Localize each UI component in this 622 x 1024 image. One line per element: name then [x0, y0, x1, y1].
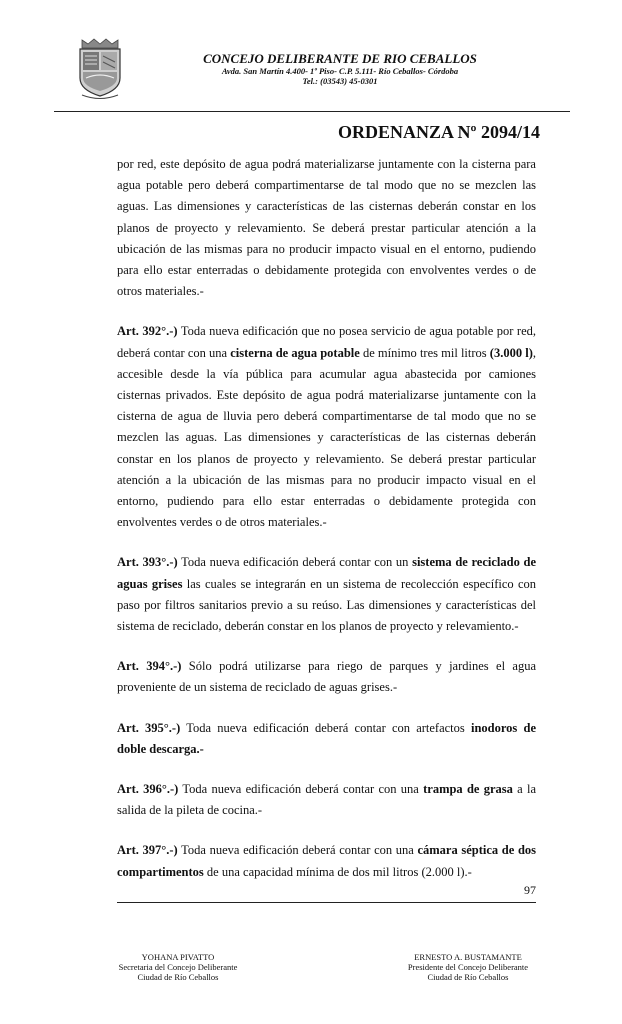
article-label: Art. 395°.-) [117, 720, 181, 735]
article-397 [117, 840, 536, 882]
article-396 [117, 779, 536, 821]
organization-name: CONCEJO DELIBERANTE DE RIO CEBALLOS [203, 51, 477, 66]
article-text: Toda nueva edificación deberá contar con una [177, 843, 418, 858]
article-394 [117, 656, 536, 698]
municipal-crest-logo [74, 34, 126, 104]
article-emphasis: cisterna de agua potable [230, 345, 360, 360]
article-emphasis: inodoros de doble descarga.- [117, 720, 536, 756]
document-title: ORDENANZA Nº 2094/14 [338, 122, 540, 142]
letterhead [140, 52, 540, 86]
signature-block-secretary [78, 952, 278, 982]
document-body [117, 154, 536, 902]
article-text: Toda nueva edificación deberá contar con una [178, 782, 424, 797]
article-395 [117, 718, 536, 760]
article-text: a la salida de la pileta de cocina.- [117, 782, 537, 818]
article-392 [117, 321, 536, 533]
article-text: de una capacidad mínima de dos mil litros (2.000 l).- [203, 864, 472, 879]
signature-block-president [368, 952, 568, 982]
paragraph-continuation: por red, este depósito de agua podrá materializarse juntamente con la cisterna para agua potable pero deberá compartimentarse de tal modo que no se mezclen las aguas. Las dimensiones y características de las cisternas deberán constar en los planos de proyecto y relevamiento. Se deberá prestar particular atención a la ubicación de las mismas para no producir impacto visual en el entorno, pudiendo para ello estar enterradas o debidamente protegida con envolventes verdes o de otros materiales.- [117, 157, 536, 299]
article-label: Art. 392°.-) [117, 324, 178, 339]
article-label: Art. 396°.-) [117, 782, 179, 797]
article-text: Sólo podrá utilizarse para riego de parques y jardines el agua proveniente de un sistema de reciclado de aguas grises.- [117, 659, 537, 695]
organization-phone: Tel.: (03543) 45-0301 [302, 76, 378, 86]
article-emphasis: (3.000 l) [489, 345, 533, 360]
article-label: Art. 397°.-) [117, 843, 178, 858]
signatory-role: Presidente del Concejo Deliberante [407, 962, 529, 972]
article-emphasis: sistema de reciclado de aguas grises [117, 555, 537, 591]
article-label: Art. 393°.-) [117, 555, 178, 570]
article-text: Toda nueva edificación que no posea servicio de agua potable por red, deberá contar con una [117, 324, 537, 360]
article-393 [117, 552, 536, 637]
article-text: , accesible desde la vía pública para acumular agua abastecida por camiones cisternas privados. Este depósito de agua podrá materializarse juntamente con la cisterna de agua de lluvia pero deberá compartimentarse de tal modo que no se mezclen las aguas. Las dimensiones y características de las cisternas deberán constar en los planos de proyecto y relevamiento. Se deberá prestar particular atención a la ubicación de las mismas para no producir impacto visual en el entorno, pudiendo para ello estar enterradas o debidamente protegida con envolventes verdes o de otros materiales.- [117, 345, 536, 530]
crest-shield-icon [74, 34, 126, 104]
article-text: las cuales se integrarán en un sistema de recolección específico con paso por filtros sanitarios previo a su reúso. Las dimensiones y características del sistema de reciclado, deberán constar en los planos de proyecto y relevamiento.- [117, 576, 536, 634]
article-label: Art. 394°.-) [117, 659, 182, 674]
signatory-role: Secretaria del Concejo Deliberante [118, 962, 238, 972]
signatory-place: Ciudad de Río Ceballos [427, 972, 509, 982]
article-emphasis: cámara séptica de dos compartimentos [117, 843, 537, 879]
header-divider [54, 111, 570, 112]
footer-divider [117, 902, 536, 903]
page-number: 97 [524, 883, 536, 897]
article-text: Toda nueva edificación deberá contar con artefactos [180, 720, 471, 735]
signatory-name: YOHANA PIVATTO [141, 952, 215, 962]
signatory-name: ERNESTO A. BUSTAMANTE [414, 952, 522, 962]
article-text: de mínimo tres mil litros [359, 345, 490, 360]
signatory-place: Ciudad de Río Ceballos [137, 972, 219, 982]
organization-address: Avda. San Martín 4.400- 1º Piso- C.P. 5.111- Río Ceballos- Córdoba [221, 66, 459, 76]
article-text: Toda nueva edificación deberá contar con un [177, 555, 413, 570]
article-emphasis: trampa de grasa [423, 782, 513, 797]
